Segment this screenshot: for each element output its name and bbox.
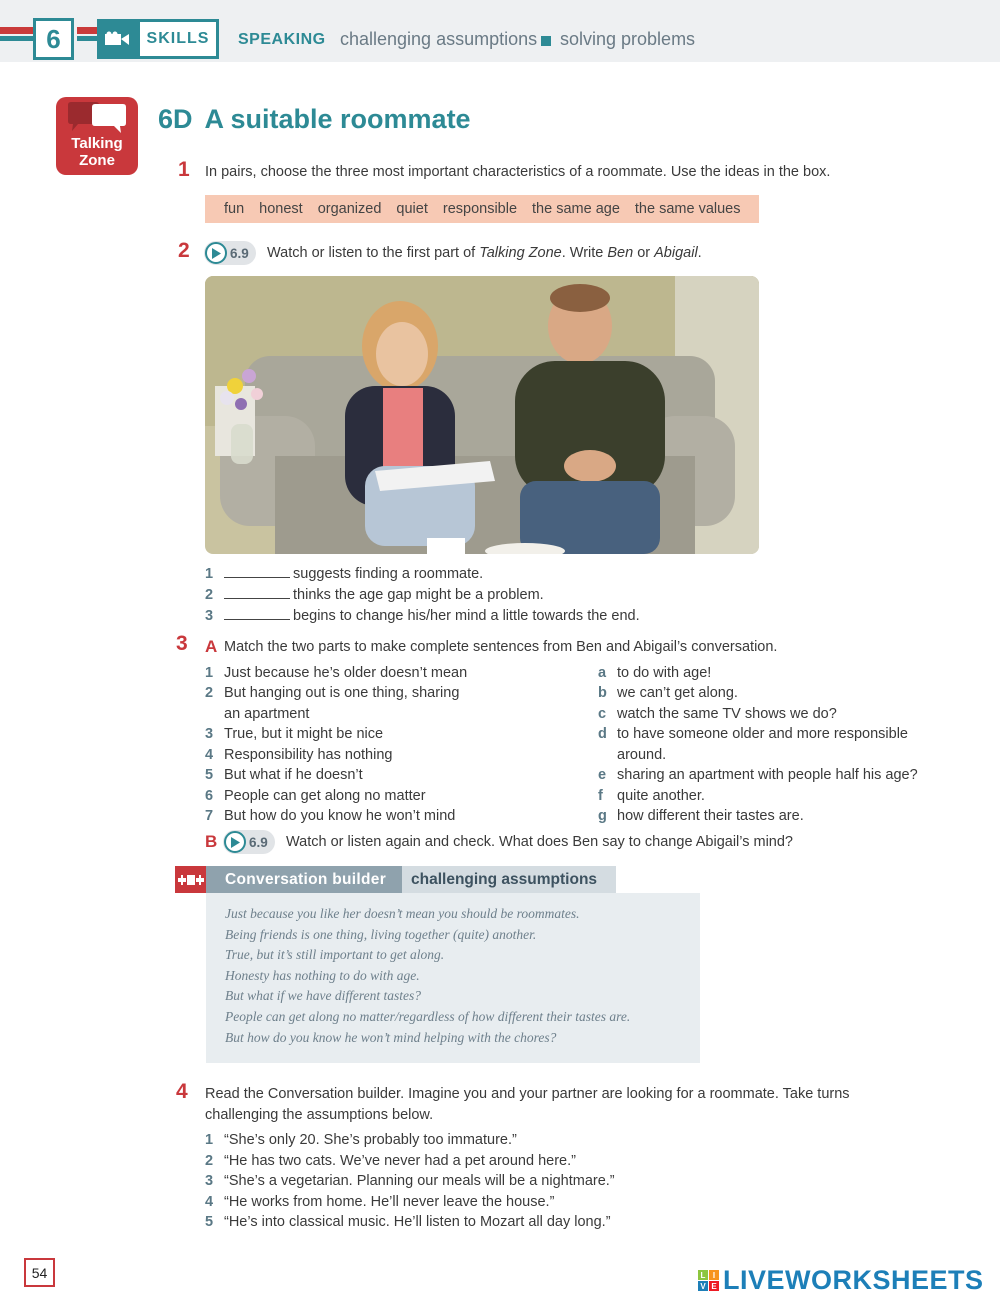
video-still-photo [205, 276, 759, 554]
idea-word: honest [259, 201, 303, 217]
idea-word: organized [317, 201, 382, 217]
phrase-line: Honesty has nothing to do with age. [225, 967, 420, 983]
conversation-builder-box [206, 893, 700, 1063]
exercise-instruction: challenging the assumptions below. [205, 1107, 434, 1123]
header-stripe [77, 36, 97, 41]
idea-word: the same age [532, 201, 620, 217]
list-item: 4 “He works from home. He’ll never leave the house.” [205, 1194, 555, 1210]
exercise-instruction: Watch or listen again and check. What does Ben say to change Abigail’s mind? [286, 834, 793, 850]
phrase-line: True, but it’s still important to get along. [225, 947, 445, 963]
answer-blank[interactable] [224, 608, 290, 620]
phrase-line: Just because you like her doesn’t mean you should be roommates. [225, 906, 580, 921]
audio-play-button[interactable] [204, 241, 256, 265]
phrase-line: But how do you know he won’t mind helping with the chores? [225, 1029, 557, 1045]
idea-word: quiet [396, 201, 428, 217]
match-right-item: around. [617, 747, 667, 763]
header-stripe [0, 27, 33, 34]
speech-bubbles-icon [66, 101, 128, 137]
idea-word: the same values [634, 201, 741, 217]
exercise-part-label: B [205, 832, 218, 851]
idea-word: responsible [442, 201, 518, 217]
skill-type: SPEAKING [238, 31, 326, 48]
brand-name: LIVEWORKSHEETS [723, 1265, 984, 1295]
play-icon [205, 242, 227, 264]
exercise-number: 3 [176, 632, 188, 655]
match-right-item: e sharing an apartment with people half his age? [598, 767, 918, 783]
lesson-title: A suitable roommate [204, 104, 471, 134]
list-item: 1 “She’s only 20. She’s probably too immature.” [205, 1132, 517, 1148]
logo-text: Zone [79, 152, 115, 169]
match-left-item: 1 Just because he’s older doesn’t mean [205, 665, 468, 681]
exercise-part-label: A [205, 637, 218, 656]
exercise-instruction: Watch or listen to the first part of Talking Zone. Write Ben or Abigail. [267, 245, 702, 261]
list-item: 2 thinks the age gap might be a problem. [205, 587, 544, 603]
match-right-item: c watch the same TV shows we do? [598, 706, 837, 722]
header-stripe [77, 27, 97, 34]
exercise-instruction: In pairs, choose the three most important characteristics of a roommate. Use the ideas in the box. [205, 164, 831, 180]
list-item: 1 suggests finding a roommate. [205, 566, 484, 582]
match-right-item: a to do with age! [598, 665, 712, 681]
match-left-item: 6 People can get along no matter [205, 788, 426, 804]
bullet-square [541, 36, 551, 46]
exercise-number: 4 [176, 1080, 188, 1103]
exercise-instruction: Read the Conversation builder. Imagine you and your partner are looking for a roommate. Take turns [205, 1086, 850, 1102]
phrase-line: But what if we have different tastes? [225, 988, 421, 1004]
conversation-builder-topic: challenging assumptions [402, 866, 616, 893]
conversation-builder-label: Conversation builder [206, 866, 402, 893]
idea-word: fun [224, 201, 245, 217]
exercise-number: 2 [178, 239, 190, 262]
lesson-code: 6D [158, 104, 193, 134]
match-right-item: d to have someone older and more responsible [598, 726, 908, 742]
header-stripe [0, 36, 33, 41]
match-left-item: 4 Responsibility has nothing [205, 747, 393, 763]
list-item: 3 begins to change his/her mind a little towards the end. [205, 608, 640, 624]
match-left-item: an apartment [224, 706, 310, 722]
section-label: SKILLS [137, 19, 219, 59]
conversation-builder-icon [175, 866, 206, 893]
phrase-line: People can get along no matter/regardless of how different their tastes are. [225, 1008, 631, 1024]
match-left-item: 7 But how do you know he won’t mind [205, 808, 456, 824]
phrase-line: Being friends is one thing, living together (quite) another. [225, 926, 537, 942]
page-number: 54 [24, 1258, 55, 1287]
audio-track-code: 6.9 [249, 834, 268, 850]
list-item: 3 “She’s a vegetarian. Planning our meals will be a nightmare.” [205, 1173, 615, 1189]
match-right-item: b we can’t get along. [598, 685, 738, 701]
unit-number: 6 [33, 18, 74, 60]
match-left-item: 2 But hanging out is one thing, sharing [205, 685, 460, 701]
liveworksheets-logo [698, 1265, 984, 1296]
answer-blank[interactable] [224, 566, 290, 578]
list-item: 2 “He has two cats. We’ve never had a pet around here.” [205, 1153, 576, 1169]
talking-zone-logo [56, 97, 138, 175]
list-item: 5 “He’s into classical music. He’ll listen to Mozart all day long.” [205, 1214, 611, 1230]
answer-blank[interactable] [224, 587, 290, 599]
logo-text: Talking [71, 135, 123, 152]
audio-track-code: 6.9 [230, 245, 249, 261]
ideas-box [205, 195, 759, 223]
play-icon [224, 831, 246, 853]
match-right-item: f quite another. [598, 788, 705, 804]
exercise-instruction: Match the two parts to make complete sentences from Ben and Abigail’s conversation. [224, 639, 778, 655]
exercise-number: 1 [178, 158, 190, 181]
page-title [158, 104, 483, 135]
match-left-item: 5 But what if he doesn’t [205, 767, 363, 783]
video-camera-icon [97, 19, 137, 59]
topic-label: solving problems [560, 29, 696, 49]
match-left-item: 3 True, but it might be nice [205, 726, 384, 742]
match-right-item: g how different their tastes are. [598, 808, 804, 824]
liveworksheets-grid-icon: L I V E [698, 1270, 719, 1291]
topic-label: challenging assumptions [340, 29, 538, 49]
audio-play-button[interactable] [223, 830, 275, 854]
